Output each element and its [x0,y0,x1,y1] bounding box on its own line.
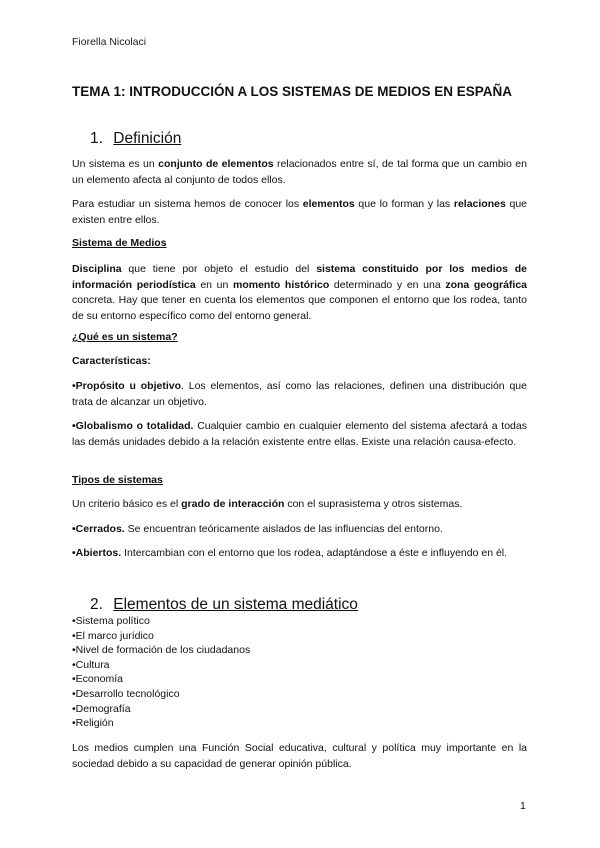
bold-term: •Propósito u objetivo [72,380,181,392]
text-run: determinado y en una [329,278,446,291]
section-2-title: Elementos de un sistema mediático [113,596,358,613]
bold-term: •Abiertos. [72,547,122,559]
text-run: que tiene por objeto el estudio del [121,263,317,275]
text-run: concreta. Hay que tener en cuenta los elementos que componen el entorno que los rodea, tanto de su entorno específico como del entorno general. [72,294,527,322]
text-run: Un criterio básico es el [72,498,182,510]
list-item: •Nivel de formación de los ciudadanos [72,644,251,657]
section-1-title: Definición [113,130,182,147]
document-title: TEMA 1: INTRODUCCIÓN A LOS SISTEMAS DE MEDIOS EN ESPAÑA [72,84,513,99]
text-run: con el suprasistema y otros sistemas. [284,498,463,510]
section-1-heading [90,130,181,148]
text-run: Intercambian con el entorno que los rodea, adaptándose a éste e influyendo en él. [121,547,508,559]
text-run: . Los elementos, así como las relaciones, definen una distribución que trata de alcanzar un objetivo. [72,380,527,408]
list-item: •Religión [72,717,114,730]
list-item: •Demografía [72,702,131,715]
list-item: •Sistema político [72,615,150,627]
text-run: Un sistema es un [72,158,159,170]
tipos-sistemas-heading: Tipos de sistemas [72,474,163,486]
bold-term: conjunto de elementos [158,158,274,170]
sistema-medios-paragraph [72,262,527,324]
cerrados-item [72,522,527,538]
text-run: Para estudiar un sistema hemos de conocer los [72,198,303,210]
text-run: que lo forman y las [354,198,454,210]
list-item: •Desarrollo tecnológico [72,687,180,700]
text-run: en un [195,278,233,291]
text-run: relacionados entre sí, de tal forma que un cambio en un elemento afecta al conjunto de todos ellos. [72,158,527,186]
abiertos-item [72,546,527,562]
bold-term: Disciplina [72,263,122,275]
bold-term: relaciones [453,198,506,210]
header-author: Fiorella Nicolaci [72,36,147,48]
proposito-item [72,379,527,410]
sistema-medios-heading: Sistema de Medios [72,237,167,249]
definition-paragraph [72,157,527,188]
caracteristicas-label: Características: [72,355,151,367]
text-run: Cualquier cambio en cualquier elemento del sistema afectará a todas las demás unidades debido a la relación existente entre ellas. Existe una relación causa-efecto. [72,420,527,448]
section-2-number: 2. [90,596,103,613]
elements-list [72,614,527,731]
section-1-number: 1. [90,130,103,147]
section-2-heading [90,596,358,614]
bold-term: zona geográfica [445,278,527,291]
elements-paragraph [72,197,527,228]
bold-term: •Globalismo o totalidad. [72,420,194,432]
closing-paragraph: Los medios cumplen una Función Social educativa, cultural y política muy importante en la sociedad debido a su capacidad de generar opinión pública. [72,742,527,770]
bold-term: sistema constituido por los medios de información periodística [72,263,528,291]
globalismo-item [72,419,527,450]
bold-term: grado de interacción [181,498,285,510]
que-es-sistema-heading: ¿Qué es un sistema? [72,331,178,343]
bold-term: momento histórico [233,278,330,291]
bold-term: elementos [302,198,355,210]
text-run: que existen entre ellos. [72,198,528,226]
list-item: •Cultura [72,658,110,671]
text-run: Se encuentran teóricamente aislados de las influencias del entorno. [124,523,443,535]
bold-term: •Cerrados. [72,523,125,535]
tipos-intro-paragraph [72,497,527,513]
list-item: •El marco jurídico [72,629,154,642]
list-item: •Economía [72,673,123,686]
page-number: 1 [520,800,526,812]
